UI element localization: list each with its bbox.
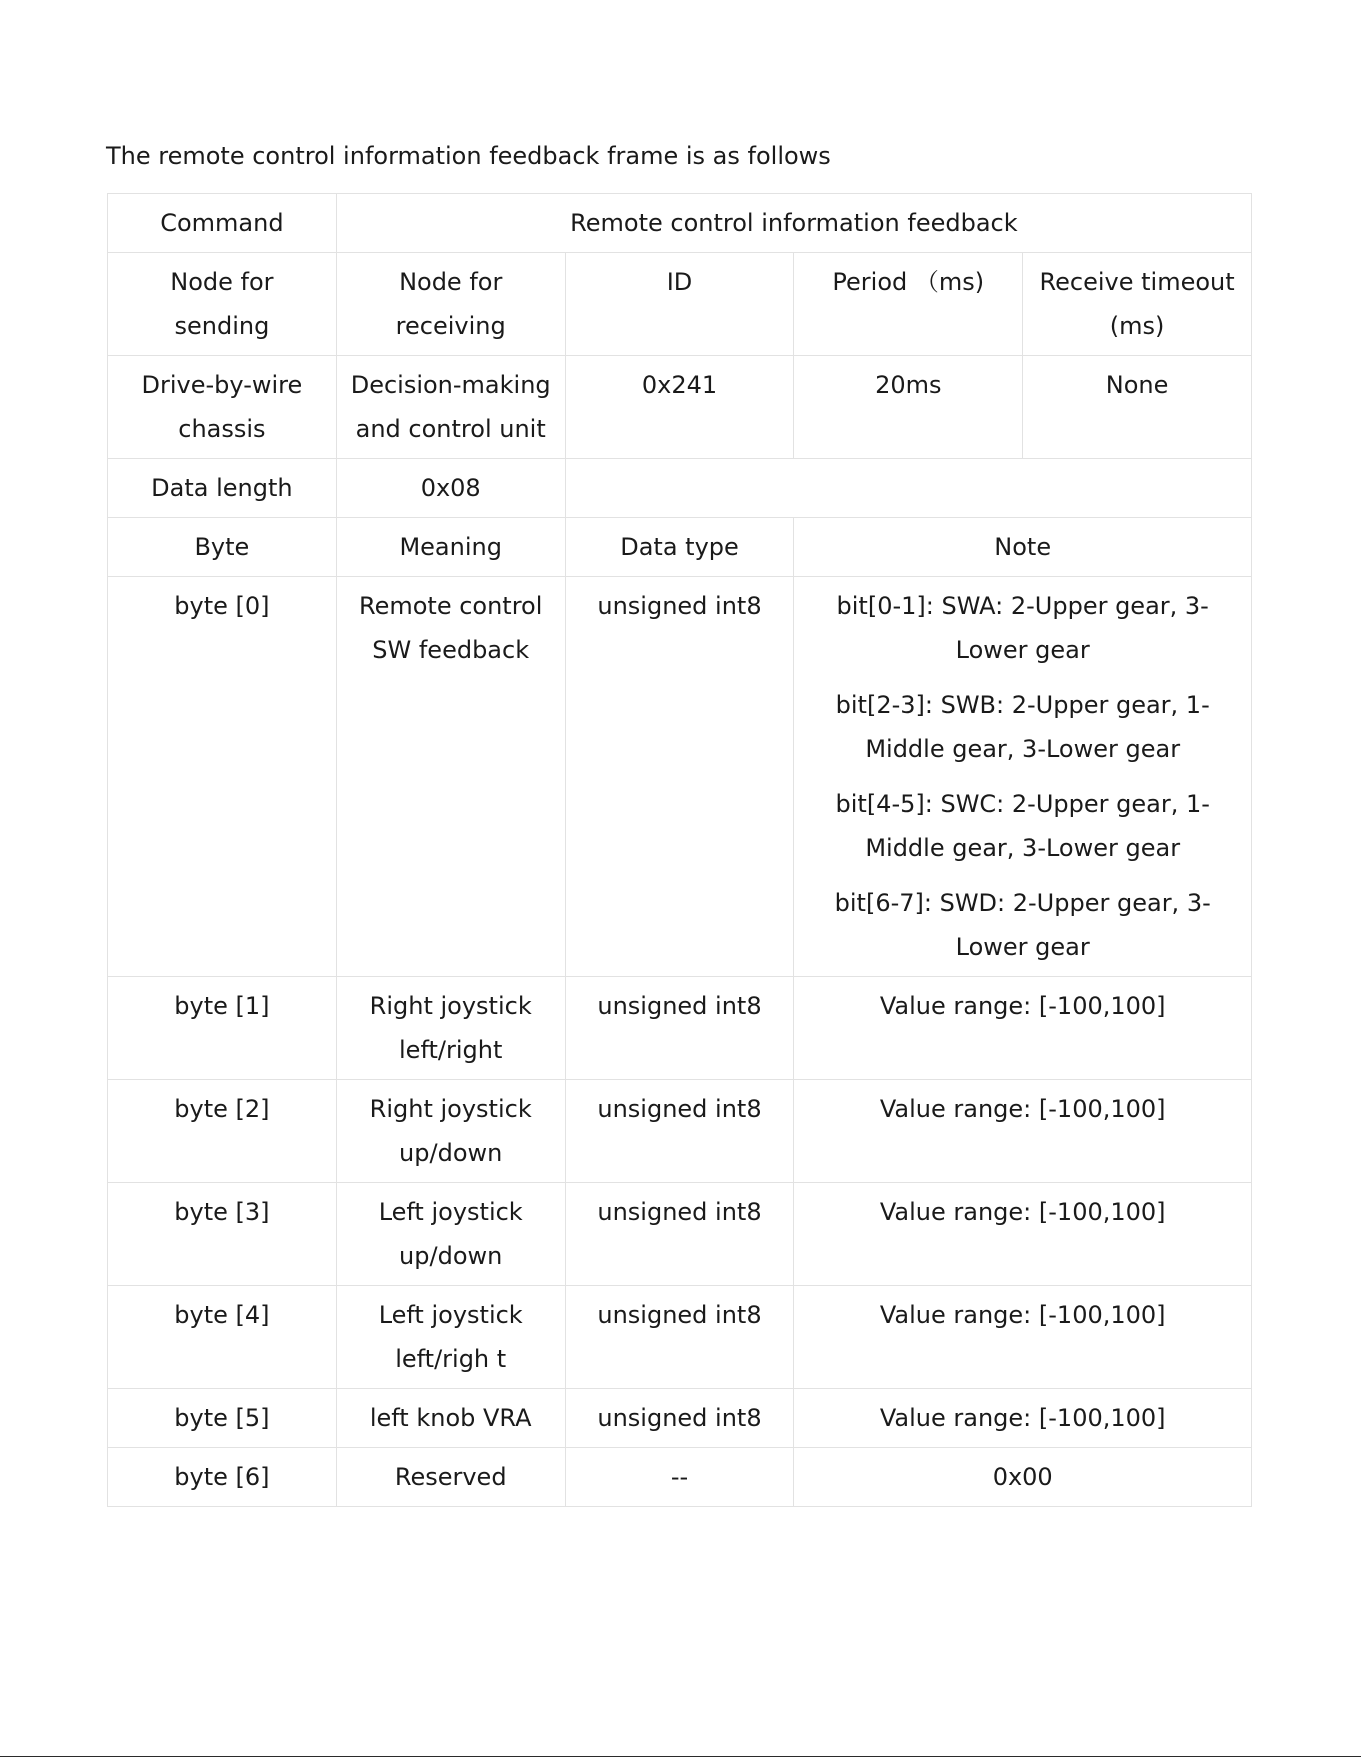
timeout-cell: None	[1023, 356, 1252, 459]
note-line: bit[6-7]: SWD: 2-Upper gear, 3-Lower gear	[834, 889, 1211, 961]
data-length-value: 0x08	[336, 459, 565, 518]
data-length-empty-cell	[565, 459, 1251, 518]
data-type-cell: unsigned int8	[565, 1286, 794, 1389]
data-type-cell: --	[565, 1448, 794, 1507]
meaning-cell: Left joystick up/down	[336, 1183, 565, 1286]
meaning-cell: Left joystick left/righ t	[336, 1286, 565, 1389]
note-cell	[794, 577, 1252, 977]
table-row	[108, 977, 1252, 1080]
data-length-row	[108, 459, 1252, 518]
meaning-cell: Right joystick up/down	[336, 1080, 565, 1183]
frame-values-row	[108, 356, 1252, 459]
node-receiving-header: Node for receiving	[336, 253, 565, 356]
byte-cell: byte [2]	[108, 1080, 337, 1183]
note-cell: Value range: [-100,100]	[794, 1183, 1252, 1286]
intro-text: The remote control information feedback frame is as follows	[106, 142, 831, 170]
id-header: ID	[565, 253, 794, 356]
note-line: bit[4-5]: SWC: 2-Upper gear, 1-Middle gear, 3-Lower gear	[835, 790, 1210, 862]
data-type-cell: unsigned int8	[565, 1080, 794, 1183]
byte-cell: byte [4]	[108, 1286, 337, 1389]
data-length-label: Data length	[108, 459, 337, 518]
data-type-header: Data type	[565, 518, 794, 577]
byte-cell: byte [3]	[108, 1183, 337, 1286]
table-row	[108, 577, 1252, 977]
id-cell: 0x241	[565, 356, 794, 459]
byte-cell: byte [6]	[108, 1448, 337, 1507]
command-value-cell: Remote control information feedback	[336, 194, 1251, 253]
data-type-cell: unsigned int8	[565, 577, 794, 977]
meaning-cell: Reserved	[336, 1448, 565, 1507]
meaning-header: Meaning	[336, 518, 565, 577]
note-cell: Value range: [-100,100]	[794, 1286, 1252, 1389]
byte-cell: byte [0]	[108, 577, 337, 977]
column-header-row	[108, 253, 1252, 356]
table-row	[108, 1286, 1252, 1389]
byte-header-row	[108, 518, 1252, 577]
table-row	[108, 1080, 1252, 1183]
command-row	[108, 194, 1252, 253]
table-row	[108, 1183, 1252, 1286]
data-type-cell: unsigned int8	[565, 1183, 794, 1286]
note-line: bit[0-1]: SWA: 2-Upper gear, 3-Lower gear	[836, 592, 1209, 664]
meaning-cell: Remote control SW feedback	[336, 577, 565, 977]
byte-header: Byte	[108, 518, 337, 577]
period-header: Period （ms)	[794, 253, 1023, 356]
table-row	[108, 1448, 1252, 1507]
period-cell: 20ms	[794, 356, 1023, 459]
node-sending-cell: Drive-by-wire chassis	[108, 356, 337, 459]
note-header: Note	[794, 518, 1252, 577]
node-sending-header: Node for sending	[108, 253, 337, 356]
timeout-header: Receive timeout (ms)	[1023, 253, 1252, 356]
note-line: bit[2-3]: SWB: 2-Upper gear, 1-Middle gear, 3-Lower gear	[835, 691, 1210, 763]
note-cell: Value range: [-100,100]	[794, 1080, 1252, 1183]
command-label-cell: Command	[108, 194, 337, 253]
meaning-cell: Right joystick left/right	[336, 977, 565, 1080]
node-receiving-cell: Decision-making and control unit	[336, 356, 565, 459]
note-cell: 0x00	[794, 1448, 1252, 1507]
data-type-cell: unsigned int8	[565, 977, 794, 1080]
byte-cell: byte [5]	[108, 1389, 337, 1448]
page-bottom-rule	[0, 1756, 1361, 1757]
feedback-frame-table	[107, 193, 1252, 1507]
note-cell: Value range: [-100,100]	[794, 1389, 1252, 1448]
note-cell: Value range: [-100,100]	[794, 977, 1252, 1080]
meaning-cell: left knob VRA	[336, 1389, 565, 1448]
byte-cell: byte [1]	[108, 977, 337, 1080]
table-row	[108, 1389, 1252, 1448]
data-type-cell: unsigned int8	[565, 1389, 794, 1448]
